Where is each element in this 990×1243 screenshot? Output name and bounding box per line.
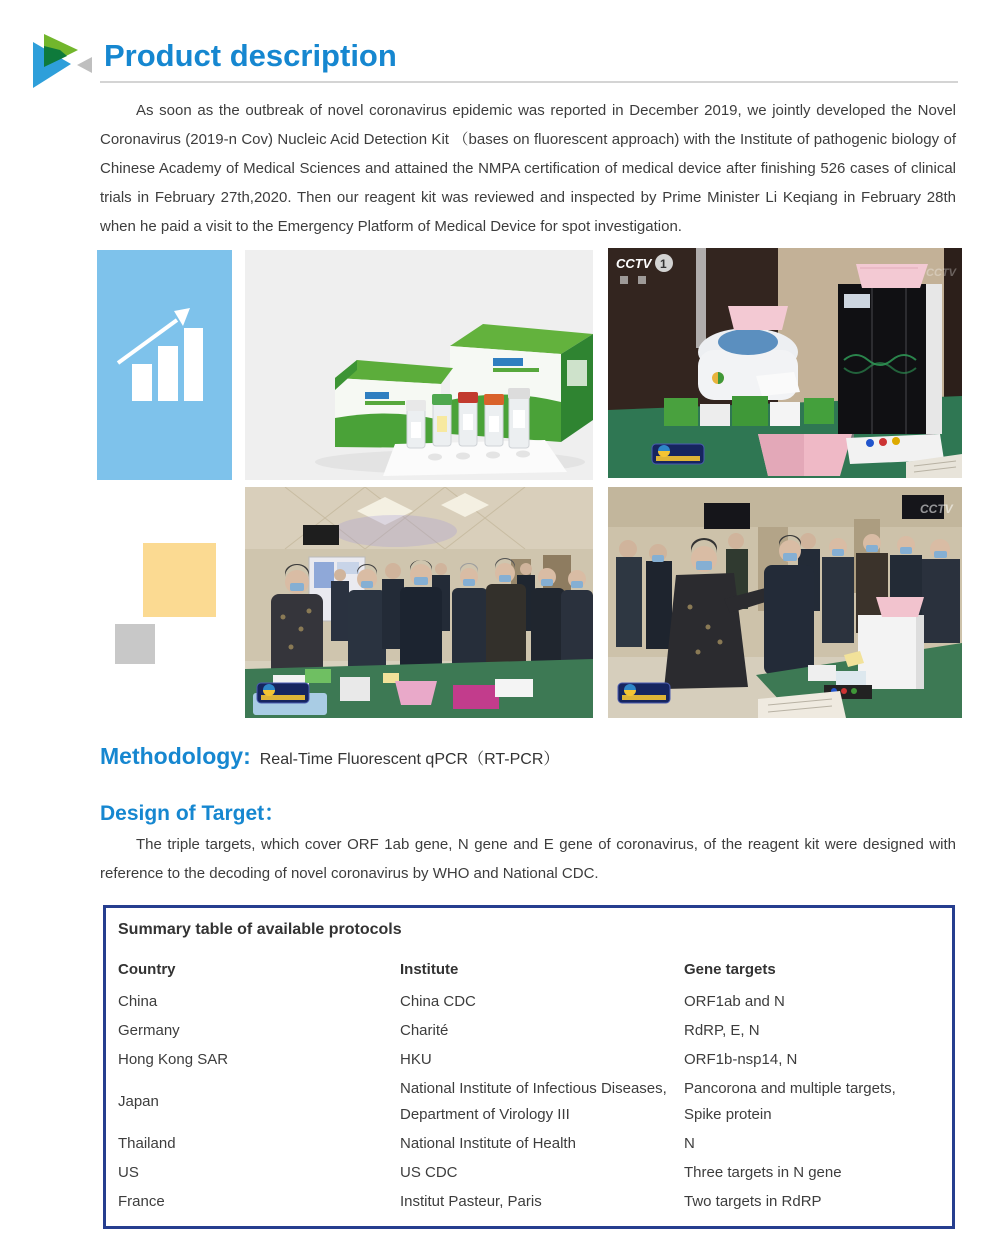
decor-gray-square [115,624,155,664]
intro-paragraph: As soon as the outbreak of novel coronavirus epidemic was reported in December 2019, we jointly developed the Novel Coronavirus (2019-n Cov) Nucleic Acid Detection Kit （bases on fluorescent approach) with the Institute of pathogenic biology of Chinese Academy of Medical Sciences and attained the NMPA certification of medical device after finishing 526 cases of clinical trials in February 27th,2020. Then our reagent kit was reviewed and inspected by Prime Minister Li Keqiang in February 28th when he paid a visit to the Emergency Platform of Medical Device for spot investigation. [100,102,956,235]
methodology-value: Real-Time Fluorescent qPCR（RT-PCR） [259,751,560,768]
table-cell: ORF1b-nsp14, N [684,1051,798,1068]
table-cell: Pancorona and multiple targets, Spike protein [684,1080,896,1123]
table-cell: China [118,993,158,1010]
protocols-table [103,905,955,1229]
design-of-target-label: Design of Target： [100,802,286,825]
brand-logo-icon [30,33,96,91]
table-cell: US CDC [400,1164,458,1181]
table-cell: Charité [400,1022,449,1039]
cctv-watermark-right: CCTV [926,267,956,279]
methodology-section [100,743,559,770]
protocols-table-title: Summary table of available protocols [118,921,402,938]
table-cell: HKU [400,1051,432,1068]
table-cell: Japan [118,1093,159,1110]
table-cell: National Institute of Infectious Diseases, Department of Virology III [400,1080,667,1123]
title-divider [100,81,958,83]
column-header-institute: Institute [400,960,459,978]
table-cell: N [684,1135,695,1152]
table-cell: Three targets in N gene [684,1164,842,1181]
news-channel-badge-icon [618,683,670,703]
design-of-target-paragraph: The triple targets, which cover ORF 1ab gene, N gene and E gene of coronavirus, of the reagent kit were designed with reference to the decoding of novel coronavirus by WHO and National CDC. [100,836,956,882]
news-channel-badge-icon [257,683,309,703]
cctv-watermark: CCTV [920,502,953,516]
table-cell: France [118,1193,165,1210]
page-title: Product description [104,38,397,73]
table-cell: Thailand [118,1135,176,1152]
cctv-news-equipment-photo [608,248,962,478]
decor-yellow-square [143,543,216,617]
table-cell: Institut Pasteur, Paris [400,1193,542,1210]
inspection-visit-photo-left [245,487,593,718]
table-cell: Germany [118,1022,180,1039]
inspection-visit-photo-right [608,487,962,718]
column-header-country: Country [118,960,176,978]
news-channel-badge-icon [652,444,704,464]
cctv-watermark: CCTV [616,256,652,271]
cctv-channel-badge: 1 [660,257,667,271]
methodology-label: Methodology: [100,743,251,769]
table-cell: Hong Kong SAR [118,1051,229,1068]
table-cell: RdRP, E, N [684,1022,760,1039]
table-cell: US [118,1164,139,1181]
table-cell: ORF1ab and N [684,993,785,1010]
table-cell: China CDC [400,993,476,1010]
growth-chart-icon [97,250,232,480]
reagent-kit-photo [245,250,593,480]
protocols-table-grid [116,955,942,1217]
column-header-gene-targets: Gene targets [684,960,776,978]
table-cell: National Institute of Health [400,1135,576,1152]
table-cell: Two targets in RdRP [684,1193,822,1210]
